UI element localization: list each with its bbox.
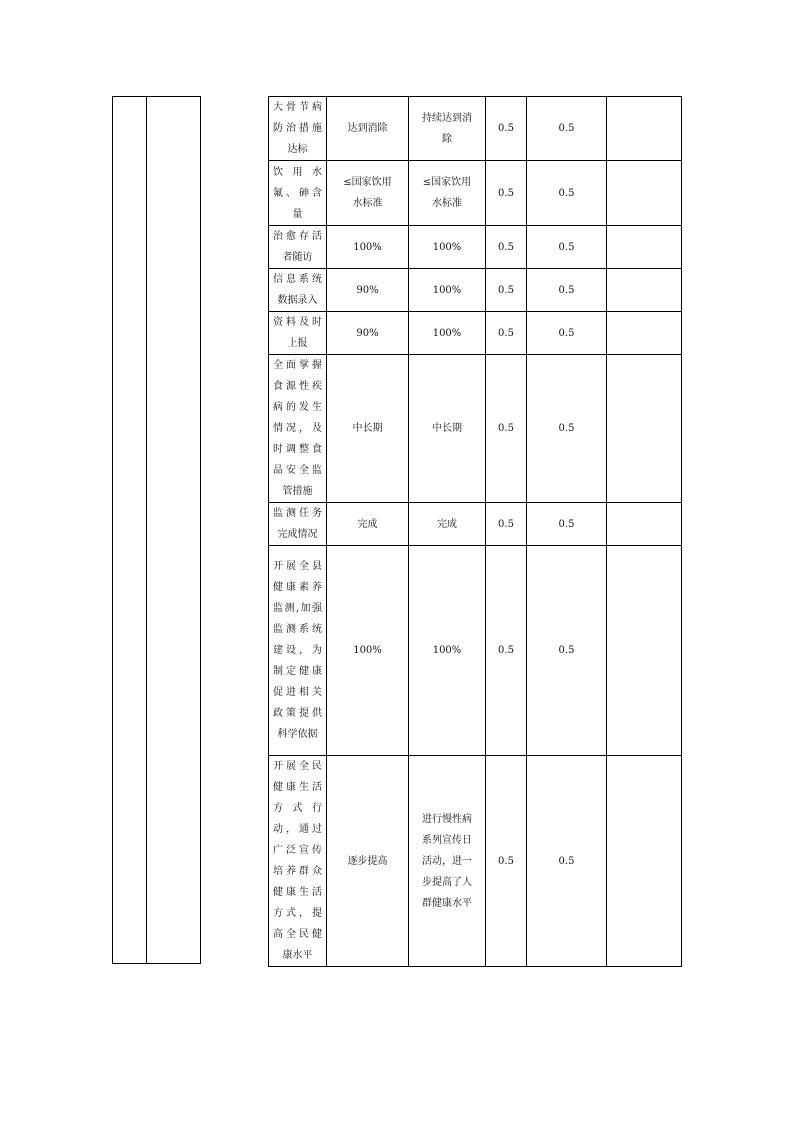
actual-cell: ≤国家饮用水标准 (409, 161, 486, 226)
weight-cell: 0.5 (486, 312, 527, 355)
score-cell: 0.5 (527, 355, 607, 503)
indicator-cell: 治愈存活者随访 (269, 226, 327, 269)
indicator-cell: 资料及时上报 (269, 312, 327, 355)
score-cell: 0.5 (527, 226, 607, 269)
score-cell: 0.5 (527, 312, 607, 355)
target-cell: 90% (327, 269, 409, 312)
target-cell: 完成 (327, 503, 409, 546)
actual-cell: 完成 (409, 503, 486, 546)
score-cell: 0.5 (527, 269, 607, 312)
target-cell: 100% (327, 226, 409, 269)
table-row (269, 269, 682, 312)
note-cell (607, 312, 682, 355)
weight-cell: 0.5 (486, 161, 527, 226)
weight-cell: 0.5 (486, 546, 527, 756)
actual-cell: 100% (409, 546, 486, 756)
table-row (269, 546, 682, 756)
target-cell: 中长期 (327, 355, 409, 503)
note-cell (607, 161, 682, 226)
score-cell: 0.5 (527, 756, 607, 967)
target-cell: 达到消除 (327, 97, 409, 161)
actual-cell: 100% (409, 269, 486, 312)
note-cell (607, 97, 682, 161)
actual-cell: 100% (409, 312, 486, 355)
actual-cell: 进行慢性病系列宣传日活动，进一步提高了人群健康水平 (409, 756, 486, 967)
table-row (269, 312, 682, 355)
score-cell: 0.5 (527, 503, 607, 546)
actual-cell: 中长期 (409, 355, 486, 503)
note-cell (607, 355, 682, 503)
actual-cell: 100% (409, 226, 486, 269)
weight-cell: 0.5 (486, 226, 527, 269)
indicator-cell: 饮用水氟、砷含量 (269, 161, 327, 226)
table-row (269, 97, 682, 161)
empty-merged-cell-1 (112, 96, 147, 964)
indicator-cell: 开展全民健康生活方式行动，通过广泛宣传培养群众健康生活方式，提高全民健康水平 (269, 756, 327, 967)
indicator-cell: 监测任务完成情况 (269, 503, 327, 546)
score-cell: 0.5 (527, 546, 607, 756)
empty-merged-cell-2 (146, 96, 201, 964)
table-row (269, 756, 682, 967)
target-cell: 90% (327, 312, 409, 355)
score-cell: 0.5 (527, 97, 607, 161)
score-cell: 0.5 (527, 161, 607, 226)
target-cell: 逐步提高 (327, 756, 409, 967)
target-cell: 100% (327, 546, 409, 756)
weight-cell: 0.5 (486, 503, 527, 546)
performance-indicator-table (268, 96, 682, 967)
table-row (269, 503, 682, 546)
weight-cell: 0.5 (486, 97, 527, 161)
indicator-cell: 大骨节病防治措施达标 (269, 97, 327, 161)
weight-cell: 0.5 (486, 355, 527, 503)
note-cell (607, 503, 682, 546)
table-row (269, 226, 682, 269)
table-row (269, 355, 682, 503)
table-row (269, 161, 682, 226)
weight-cell: 0.5 (486, 756, 527, 967)
actual-cell: 持续达到消除 (409, 97, 486, 161)
indicator-cell: 开展全县健康素养监测,加强监测系统建设，为制定健康促进相关政策提供科学依据 (269, 546, 327, 756)
note-cell (607, 546, 682, 756)
note-cell (607, 756, 682, 967)
indicator-cell: 全面掌握食源性疾病的发生情况，及时调整食品安全监管措施 (269, 355, 327, 503)
target-cell: ≤国家饮用水标准 (327, 161, 409, 226)
indicator-cell: 信息系统数据录入 (269, 269, 327, 312)
note-cell (607, 269, 682, 312)
weight-cell: 0.5 (486, 269, 527, 312)
note-cell (607, 226, 682, 269)
